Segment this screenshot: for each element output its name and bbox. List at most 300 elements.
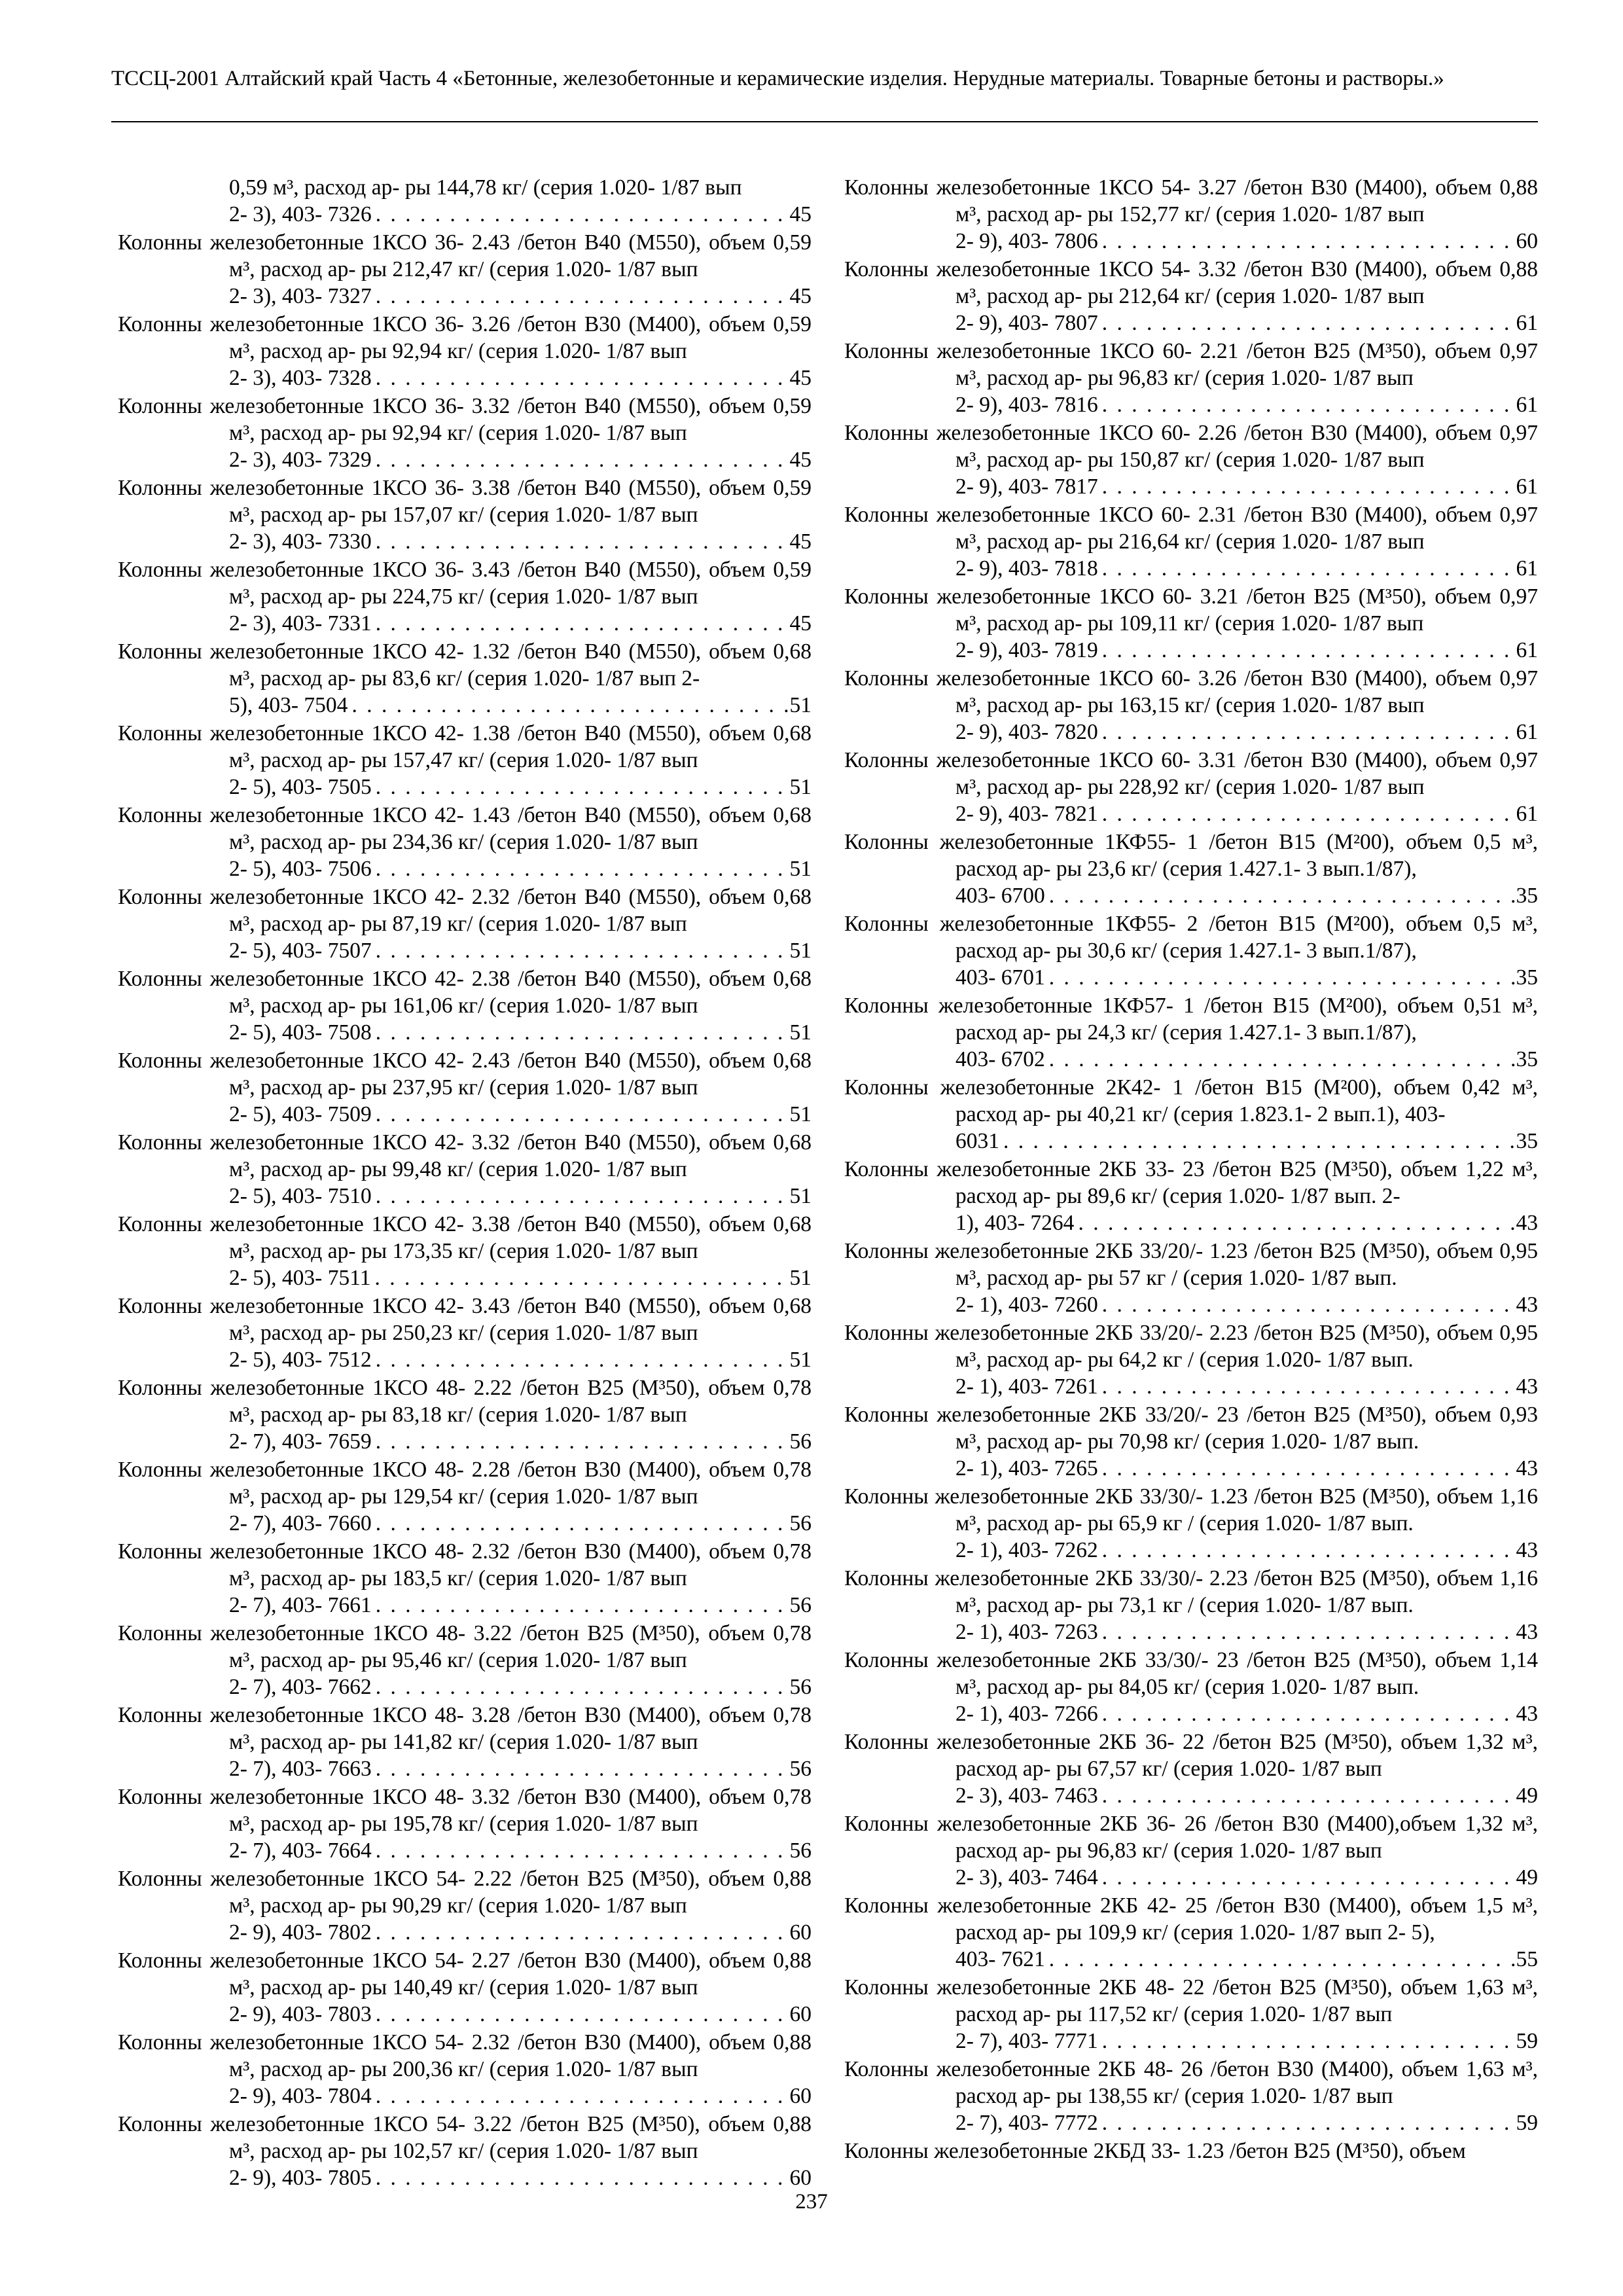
entry-page-number: 43	[1516, 1456, 1538, 1480]
dot-leader	[372, 1674, 790, 1700]
entry-description: Колонны железобетонные 1КСО 48- 3.32 /бетон В30 (М400), объем 0,78 м³, расход ар- ры 195,78 кг/ (серия 1.020- 1/87 вып	[118, 1785, 812, 1836]
index-entry	[118, 1047, 812, 1128]
index-entry	[844, 256, 1538, 336]
entry-reference-line	[118, 1183, 812, 1210]
dot-leader	[370, 1265, 789, 1291]
entry-page-number: 49	[1516, 1784, 1538, 1808]
entry-reference: 2- 9), 403- 7817	[955, 475, 1098, 499]
dot-leader	[1098, 1291, 1516, 1318]
index-entry	[118, 720, 812, 800]
dot-leader	[1098, 391, 1516, 418]
entry-description: Колонны железобетонные 1КСО 48- 2.22 /бетон В25 (М³50), объем 0,78 м³, расход ар- ры 83,18 кг/ (серия 1.020- 1/87 вып	[118, 1376, 812, 1427]
entry-description: Колонны железобетонные 2КБД 33- 1.23 /бетон В25 (М³50), объем	[844, 2139, 1466, 2163]
dot-leader	[1098, 1864, 1516, 1891]
entry-page-number: 61	[1516, 475, 1538, 499]
dot-leader	[372, 1592, 790, 1619]
index-entry	[844, 583, 1538, 664]
entry-page-number: 51	[789, 857, 812, 881]
entry-description: 0,59 м³, расход ар- ры 144,78 кг/ (серия 1.020- 1/87 вып	[229, 175, 742, 200]
entry-description: Колонны железобетонные 1КСО 54- 2.32 /бетон В30 (М400), объем 0,88 м³, расход ар- ры 200,36 кг/ (серия 1.020- 1/87 вып	[118, 2030, 812, 2081]
index-entry	[844, 1974, 1538, 2054]
entry-description: Колонны железобетонные 1КСО 48- 2.28 /бетон В30 (М400), объем 0,78 м³, расход ар- ры 129,54 кг/ (серия 1.020- 1/87 вып	[118, 1458, 812, 1509]
index-entry	[118, 556, 812, 637]
entry-reference-line	[118, 855, 812, 882]
entry-reference-line	[118, 937, 812, 964]
entry-description: Колонны железобетонные 1КСО 42- 3.32 /бетон В40 (М550), объем 0,68 м³, расход ар- ры 99,48 кг/ (серия 1.020- 1/87 вып	[118, 1130, 812, 1181]
entry-page-number: 61	[1516, 638, 1538, 662]
dot-leader	[372, 446, 790, 473]
index-column-right	[844, 174, 1538, 2166]
entry-page-number: 45	[789, 448, 812, 472]
entry-reference-line	[844, 228, 1538, 255]
entry-page-number: 51	[789, 1020, 812, 1045]
entry-description: Колонны железобетонные 1КСО 60- 3.31 /бетон В30 (М400), объем 0,97 м³, расход ар- ры 228,92 кг/ (серия 1.020- 1/87 вып	[844, 748, 1538, 799]
dot-leader	[372, 1510, 790, 1537]
entry-page-number: 43	[1516, 1702, 1538, 1726]
entry-reference-line	[844, 1128, 1538, 1155]
entry-description: Колонны железобетонные 1КСО 42- 3.43 /бетон В40 (М550), объем 0,68 м³, расход ар- ры 250,23 кг/ (серия 1.020- 1/87 вып	[118, 1294, 812, 1345]
dot-leader	[999, 1128, 1516, 1155]
entry-reference: 2- 7), 403- 7660	[229, 1511, 372, 1535]
entry-page-number: 56	[789, 1511, 812, 1535]
entry-page-number: 61	[1516, 311, 1538, 335]
entry-page-number: 56	[789, 1593, 812, 1617]
entry-description: Колонны железобетонные 1КСО 54- 2.22 /бетон В25 (М³50), объем 0,88 м³, расход ар- ры 90,29 кг/ (серия 1.020- 1/87 вып	[118, 1867, 812, 1918]
dot-leader	[372, 1346, 790, 1373]
entry-description: Колонны железобетонные 1КСО 54- 3.32 /бетон В30 (М400), объем 0,88 м³, расход ар- ры 212,64 кг/ (серия 1.020- 1/87 вып	[844, 257, 1538, 308]
entry-page-number: 61	[1516, 556, 1538, 581]
dot-leader	[1098, 1455, 1516, 1482]
entry-reference-line	[844, 2028, 1538, 2054]
entry-description: Колонны железобетонные 2КБ 33/20/- 2.23 /бетон В25 (М³50), объем 0,95 м³, расход ар- ры 64,2 кг / (серия 1.020- 1/87 вып.	[844, 1321, 1538, 1372]
index-entry	[844, 501, 1538, 582]
entry-page-number: 61	[1516, 802, 1538, 826]
entry-reference-line	[118, 1510, 812, 1537]
index-entry	[844, 420, 1538, 500]
entry-description: Колонны железобетонные 1КСО 36- 3.43 /бетон В40 (М550), объем 0,59 м³, расход ар- ры 224,75 кг/ (серия 1.020- 1/87 вып	[118, 558, 812, 609]
entry-reference-line	[844, 800, 1538, 827]
dot-leader	[1098, 555, 1516, 582]
dot-leader	[372, 1183, 790, 1210]
entry-reference: 2- 1), 403- 7262	[955, 1538, 1098, 1562]
entry-reference-line	[844, 1046, 1538, 1073]
entry-reference-line	[118, 201, 812, 228]
entry-reference: 2- 3), 403- 7464	[955, 1865, 1098, 1890]
entry-reference: 403- 7621	[955, 1947, 1045, 1971]
dot-leader	[1045, 1046, 1516, 1073]
entry-description: Колонны железобетонные 1КСО 36- 3.26 /бетон В30 (М400), объем 0,59 м³, расход ар- ры 92,94 кг/ (серия 1.020- 1/87 вып	[118, 312, 812, 363]
entry-description: Колонны железобетонные 2КБ 42- 25 /бетон В30 (М400), объем 1,5 м³, расход ар- ры 109,9 кг/ (серия 1.020- 1/87 вып 2- 5),	[844, 1893, 1538, 1945]
entry-reference: 403- 6700	[955, 884, 1045, 908]
entry-reference-line	[844, 1291, 1538, 1318]
index-entry	[118, 1538, 812, 1619]
entry-page-number: 45	[789, 366, 812, 390]
entry-reference-line	[118, 774, 812, 800]
entry-reference-line	[118, 1674, 812, 1700]
entry-reference-line	[118, 1101, 812, 1128]
dot-leader	[372, 1755, 790, 1782]
entry-page-number: 43	[1516, 1538, 1538, 1562]
dot-leader	[1098, 800, 1516, 827]
entry-page-number: 51	[789, 1266, 812, 1290]
entry-reference: 2- 1), 403- 7263	[955, 1620, 1098, 1644]
entry-reference: 2- 3), 403- 7330	[229, 529, 372, 554]
entry-reference: 2- 1), 403- 7266	[955, 1702, 1098, 1726]
entry-reference-line	[118, 2001, 812, 2028]
entry-page-number: 35	[1516, 965, 1538, 990]
entry-reference: 2- 3), 403- 7328	[229, 366, 372, 390]
entry-reference: 2- 3), 403- 7327	[229, 284, 372, 308]
entry-description: Колонны железобетонные 2КБ 33- 23 /бетон В25 (М³50), объем 1,22 м³, расход ар- ры 89,6 кг/ (серия 1.020- 1/87 вып. 2-	[844, 1157, 1538, 1208]
dot-leader	[1098, 1619, 1516, 1645]
entry-reference: 2- 9), 403- 7803	[229, 2002, 372, 2026]
index-entry	[844, 1319, 1538, 1400]
entry-reference: 2- 9), 403- 7819	[955, 638, 1098, 662]
entry-description: Колонны железобетонные 1КСО 42- 2.38 /бетон В40 (М550), объем 0,68 м³, расход ар- ры 161,06 кг/ (серия 1.020- 1/87 вып	[118, 967, 812, 1018]
entry-page-number: 59	[1516, 2029, 1538, 2053]
entry-description: Колонны железобетонные 1КСО 60- 2.21 /бетон В25 (М³50), объем 0,97 м³, расход ар- ры 96,83 кг/ (серия 1.020- 1/87 вып	[844, 339, 1538, 390]
entry-description: Колонны железобетонные 1КСО 36- 2.43 /бетон В40 (М550), объем 0,59 м³, расход ар- ры 212,47 кг/ (серия 1.020- 1/87 вып	[118, 230, 812, 281]
entry-page-number: 43	[1516, 1211, 1538, 1235]
entry-reference: 2- 7), 403- 7662	[229, 1675, 372, 1699]
entry-reference: 403- 6702	[955, 1047, 1045, 1071]
entry-description: Колонны железобетонные 1КСО 42- 3.38 /бетон В40 (М550), объем 0,68 м³, расход ар- ры 173,35 кг/ (серия 1.020- 1/87 вып	[118, 1212, 812, 1263]
entry-reference: 2- 9), 403- 7804	[229, 2084, 372, 2108]
entry-reference: 2- 5), 403- 7511	[229, 1266, 371, 1290]
entry-reference-line	[844, 1864, 1538, 1891]
entry-description: Колонны железобетонные 1КСО 42- 1.32 /бетон В40 (М550), объем 0,68 м³, расход ар- ры 83,6 кг/ (серия 1.020- 1/87 вып 2-	[118, 639, 812, 691]
entry-reference-line	[844, 1700, 1538, 1727]
entry-reference-line	[118, 692, 812, 719]
entry-reference: 2- 9), 403- 7820	[955, 720, 1098, 744]
dot-leader	[372, 1919, 790, 1946]
entry-page-number: 43	[1516, 1293, 1538, 1317]
entry-page-number: 35	[1516, 1129, 1538, 1153]
dot-leader	[372, 1428, 790, 1455]
entry-page-number: 55	[1516, 1947, 1538, 1971]
index-entry	[118, 802, 812, 882]
entry-description: Колонны железобетонные 2КБ 33/20/- 23 /бетон В25 (М³50), объем 0,93 м³, расход ар- ры 70,98 кг/ (серия 1.020- 1/87 вып.	[844, 1403, 1538, 1454]
entry-page-number: 51	[789, 775, 812, 799]
dot-leader	[372, 365, 790, 391]
entry-reference: 2- 1), 403- 7260	[955, 1293, 1098, 1317]
entry-reference-line	[118, 610, 812, 637]
entry-reference: 2- 9), 403- 7805	[229, 2166, 372, 2190]
entry-reference-line	[844, 882, 1538, 909]
entry-reference-line	[118, 1428, 812, 1455]
entry-reference-line	[118, 1755, 812, 1782]
dot-leader	[1045, 1946, 1516, 1973]
entry-description: Колонны железобетонные 1КСО 42- 2.43 /бетон В40 (М550), объем 0,68 м³, расход ар- ры 237,95 кг/ (серия 1.020- 1/87 вып	[118, 1049, 812, 1100]
dot-leader	[1098, 1782, 1516, 1809]
entry-description: Колонны железобетонные 1КСО 48- 3.28 /бетон В30 (М400), объем 0,78 м³, расход ар- ры 141,82 кг/ (серия 1.020- 1/87 вып	[118, 1703, 812, 1754]
dot-leader	[1098, 2109, 1516, 2136]
entry-reference-line	[844, 719, 1538, 745]
entry-reference-line	[844, 637, 1538, 664]
dot-leader	[372, 937, 790, 964]
entry-reference-line	[118, 1019, 812, 1046]
entry-reference: 2- 7), 403- 7661	[229, 1593, 372, 1617]
index-entry	[844, 992, 1538, 1073]
entry-reference: 2- 7), 403- 7771	[955, 2029, 1098, 2053]
entry-page-number: 56	[789, 1839, 812, 1863]
index-entry	[844, 1074, 1538, 1155]
entry-description: Колонны железобетонные 2КБ 36- 26 /бетон В30 (М400),объем 1,32 м³, расход ар- ры 96,83 кг/ (серия 1.020- 1/87 вып	[844, 1812, 1538, 1863]
entry-description: Колонны железобетонные 1КСО 48- 2.32 /бетон В30 (М400), объем 0,78 м³, расход ар- ры 183,5 кг/ (серия 1.020- 1/87 вып	[118, 1539, 812, 1590]
index-entry	[118, 1784, 812, 1864]
index-entry	[844, 1647, 1538, 1727]
index-entry	[844, 2138, 1538, 2164]
dot-leader	[372, 610, 790, 637]
entry-reference: 2- 9), 403- 7821	[955, 802, 1098, 826]
entry-reference-line	[844, 964, 1538, 991]
entry-page-number: 61	[1516, 393, 1538, 417]
entry-reference: 1), 403- 7264	[955, 1211, 1075, 1235]
index-column-left	[118, 174, 812, 2193]
index-entry	[118, 1702, 812, 1782]
entry-reference: 403- 6701	[955, 965, 1045, 990]
entry-reference: 2- 3), 403- 7326	[229, 202, 372, 226]
entry-page-number: 51	[789, 1348, 812, 1372]
index-entry	[844, 338, 1538, 418]
index-entry	[118, 2029, 812, 2109]
entry-description: Колонны железобетонные 1КСО 60- 3.21 /бетон В25 (М³50), объем 0,97 м³, расход ар- ры 109,11 кг/ (серия 1.020- 1/87 вып	[844, 584, 1538, 636]
entry-reference-line	[118, 1346, 812, 1373]
entry-description: Колонны железобетонные 2КБ 36- 22 /бетон В25 (М³50), объем 1,32 м³, расход ар- ры 67,57 кг/ (серия 1.020- 1/87 вып	[844, 1730, 1538, 1781]
entry-description: Колонны железобетонные 1КФ55- 1 /бетон В15 (М²00), объем 0,5 м³, расход ар- ры 23,6 кг/ (серия 1.427.1- 3 вып.1/87),	[844, 830, 1538, 881]
entry-reference: 2- 5), 403- 7507	[229, 939, 372, 963]
entry-reference-line	[118, 283, 812, 310]
entry-reference: 2- 3), 403- 7463	[955, 1784, 1098, 1808]
dot-leader	[372, 1019, 790, 1046]
dot-leader	[372, 1101, 790, 1128]
entry-description: Колонны железобетонные 1КСО 54- 2.27 /бетон В30 (М400), объем 0,88 м³, расход ар- ры 140,49 кг/ (серия 1.020- 1/87 вып	[118, 1948, 812, 2000]
index-entry	[118, 1456, 812, 1537]
entry-description: Колонны железобетонные 1КСО 36- 3.32 /бетон В40 (М550), объем 0,59 м³, расход ар- ры 92,94 кг/ (серия 1.020- 1/87 вып	[118, 394, 812, 445]
entry-description: Колонны железобетонные 1КСО 42- 2.32 /бетон В40 (М550), объем 0,68 м³, расход ар- ры 87,19 кг/ (серия 1.020- 1/87 вып	[118, 885, 812, 936]
dot-leader	[1098, 1700, 1516, 1727]
entry-description: Колонны железобетонные 1КФ55- 2 /бетон В15 (М²00), объем 0,5 м³, расход ар- ры 30,6 кг/ (серия 1.427.1- 3 вып.1/87),	[844, 912, 1538, 963]
entry-reference: 2- 7), 403- 7664	[229, 1839, 372, 1863]
entry-reference-line	[844, 1373, 1538, 1400]
entry-page-number: 51	[789, 939, 812, 963]
entry-page-number: 60	[1516, 229, 1538, 253]
entry-reference-line	[118, 1265, 812, 1291]
entry-description: Колонны железобетонные 1КСО 54- 3.22 /бетон В25 (М³50), объем 0,88 м³, расход ар- ры 102,57 кг/ (серия 1.020- 1/87 вып	[118, 2112, 812, 2163]
entry-description: Колонны железобетонные 1КСО 42- 1.38 /бетон В40 (М550), объем 0,68 м³, расход ар- ры 157,47 кг/ (серия 1.020- 1/87 вып	[118, 721, 812, 772]
index-entry	[844, 1565, 1538, 1645]
dot-leader	[372, 774, 790, 800]
entry-reference-line	[844, 1946, 1538, 1973]
index-entry	[118, 884, 812, 964]
entry-reference-line	[118, 2083, 812, 2109]
entry-reference: 2- 3), 403- 7331	[229, 611, 372, 636]
entry-description: Колонны железобетонные 1КСО 60- 2.26 /бетон В30 (М400), объем 0,97 м³, расход ар- ры 150,87 кг/ (серия 1.020- 1/87 вып	[844, 421, 1538, 472]
entry-reference: 2- 9), 403- 7818	[955, 556, 1098, 581]
entry-page-number: 51	[789, 1102, 812, 1126]
dot-leader	[1098, 473, 1516, 500]
entry-page-number: 60	[789, 2166, 812, 2190]
index-entry	[118, 174, 812, 228]
entry-reference-line	[118, 1592, 812, 1619]
entry-description: Колонны железобетонные 1КСО 36- 3.38 /бетон В40 (М550), объем 0,59 м³, расход ар- ры 157,07 кг/ (серия 1.020- 1/87 вып	[118, 476, 812, 527]
dot-leader	[372, 2164, 790, 2191]
entry-reference-line	[844, 1782, 1538, 1809]
index-entry	[118, 1129, 812, 1210]
index-entry	[118, 2111, 812, 2191]
index-entry	[118, 393, 812, 473]
index-entry	[118, 1865, 812, 1946]
entry-reference-line	[118, 528, 812, 555]
index-entry	[118, 1947, 812, 2028]
entry-reference-line	[844, 310, 1538, 336]
dot-leader	[1045, 964, 1516, 991]
entry-reference: 6031	[955, 1129, 999, 1153]
entry-reference: 2- 7), 403- 7772	[955, 2111, 1098, 2135]
page-number: 237	[795, 2190, 828, 2214]
page-header: ТССЦ-2001 Алтайский край Часть 4 «Бетонные, железобетонные и керамические изделия. Нерудные материалы. Товарные бетоны и растворы.»	[111, 67, 1444, 90]
index-entry	[844, 1729, 1538, 1809]
dot-leader	[372, 201, 790, 228]
dot-leader	[1045, 882, 1516, 909]
entry-page-number: 61	[1516, 720, 1538, 744]
entry-reference-line	[118, 446, 812, 473]
dot-leader	[1074, 1210, 1516, 1236]
index-entry	[844, 1892, 1538, 1973]
dot-leader	[1098, 1537, 1516, 1564]
dot-leader	[372, 1837, 790, 1864]
index-entry	[118, 311, 812, 391]
entry-page-number: 60	[789, 2002, 812, 2026]
entry-description: Колонны железобетонные 2КБ 48- 22 /бетон В25 (М³50), объем 1,63 м³, расход ар- ры 117,52 кг/ (серия 1.020- 1/87 вып	[844, 1975, 1538, 2026]
entry-reference-line	[844, 1537, 1538, 1564]
entry-reference: 2- 1), 403- 7265	[955, 1456, 1098, 1480]
entry-reference: 2- 7), 403- 7663	[229, 1757, 372, 1781]
index-entry	[118, 1211, 812, 1291]
dot-leader	[1098, 228, 1516, 255]
entry-description: Колонны железобетонные 2К42- 1 /бетон В15 (М²00), объем 0,42 м³, расход ар- ры 40,21 кг/ (серия 1.823.1- 2 вып.1), 403-	[844, 1075, 1538, 1126]
entry-reference-line	[844, 2109, 1538, 2136]
entry-page-number: 56	[789, 1429, 812, 1454]
entry-reference-line	[844, 1455, 1538, 1482]
entry-description: Колонны железобетонные 2КБ 33/20/- 1.23 /бетон В25 (М³50), объем 0,95 м³, расход ар- ры 57 кг / (серия 1.020- 1/87 вып.	[844, 1239, 1538, 1290]
entry-reference: 2- 7), 403- 7659	[229, 1429, 372, 1454]
entry-page-number: 45	[789, 202, 812, 226]
entry-page-number: 56	[789, 1757, 812, 1781]
entry-reference-line	[844, 555, 1538, 582]
entry-reference: 2- 5), 403- 7508	[229, 1020, 372, 1045]
index-entry	[844, 2056, 1538, 2136]
entry-reference: 2- 5), 403- 7512	[229, 1348, 372, 1372]
index-entry	[118, 475, 812, 555]
index-entry	[844, 1401, 1538, 1482]
entry-page-number: 43	[1516, 1620, 1538, 1644]
entry-description: Колонны железобетонные 1КФ57- 1 /бетон В15 (М²00), объем 0,51 м³, расход ар- ры 24,3 кг/ (серия 1.427.1- 3 вып.1/87),	[844, 994, 1538, 1045]
index-entry	[118, 1620, 812, 1700]
entry-reference-line	[118, 1837, 812, 1864]
entry-reference-line	[844, 473, 1538, 500]
dot-leader	[1098, 310, 1516, 336]
index-entry	[844, 747, 1538, 827]
entry-reference: 2- 3), 403- 7329	[229, 448, 372, 472]
dot-leader	[1098, 637, 1516, 664]
entry-reference: 2- 9), 403- 7807	[955, 311, 1098, 335]
index-entry	[118, 638, 812, 719]
index-entry	[844, 665, 1538, 745]
index-entry	[844, 1810, 1538, 1891]
entry-reference-line	[118, 365, 812, 391]
entry-page-number: 45	[789, 611, 812, 636]
index-entry	[118, 229, 812, 310]
index-entry	[118, 965, 812, 1046]
entry-reference-line	[118, 2164, 812, 2191]
index-entry	[118, 1293, 812, 1373]
entry-description: Колонны железобетонные 1КСО 42- 1.43 /бетон В40 (М550), объем 0,68 м³, расход ар- ры 234,36 кг/ (серия 1.020- 1/87 вып	[118, 803, 812, 854]
dot-leader	[372, 2083, 790, 2109]
entry-reference-line	[844, 391, 1538, 418]
entry-reference: 2- 9), 403- 7802	[229, 1920, 372, 1945]
entry-reference-line	[118, 1919, 812, 1946]
entry-reference: 2- 5), 403- 7505	[229, 775, 372, 799]
entry-description: Колонны железобетонные 1КСО 60- 2.31 /бетон В30 (М400), объем 0,97 м³, расход ар- ры 216,64 кг/ (серия 1.020- 1/87 вып	[844, 503, 1538, 554]
entry-reference: 2- 5), 403- 7509	[229, 1102, 372, 1126]
entry-description: Колонны железобетонные 2КБ 33/30/- 23 /бетон В25 (М³50), объем 1,14 м³, расход ар- ры 84,05 кг/ (серия 1.020- 1/87 вып.	[844, 1648, 1538, 1699]
entry-page-number: 60	[789, 1920, 812, 1945]
entry-page-number: 56	[789, 1675, 812, 1699]
entry-reference: 2- 9), 403- 7806	[955, 229, 1098, 253]
header-divider	[111, 121, 1538, 122]
entry-page-number: 45	[789, 284, 812, 308]
dot-leader	[348, 692, 789, 719]
entry-reference-line	[844, 1210, 1538, 1236]
entry-reference-line	[844, 1619, 1538, 1645]
dot-leader	[1098, 2028, 1516, 2054]
index-entry	[844, 829, 1538, 909]
entry-description: Колонны железобетонные 1КСО 48- 3.22 /бетон В25 (М³50), объем 0,78 м³, расход ар- ры 95,46 кг/ (серия 1.020- 1/87 вып	[118, 1621, 812, 1672]
index-entry	[844, 174, 1538, 255]
entry-page-number: 59	[1516, 2111, 1538, 2135]
index-entry	[844, 1156, 1538, 1236]
entry-description: Колонны железобетонные 2КБ 48- 26 /бетон В30 (М400), объем 1,63 м³, расход ар- ры 138,55 кг/ (серия 1.020- 1/87 вып	[844, 2057, 1538, 2108]
entry-page-number: 43	[1516, 1374, 1538, 1399]
entry-description: Колонны железобетонные 2КБ 33/30/- 2.23 /бетон В25 (М³50), объем 1,16 м³, расход ар- ры 73,1 кг / (серия 1.020- 1/87 вып.	[844, 1566, 1538, 1617]
entry-page-number: 45	[789, 529, 812, 554]
index-entry	[844, 1483, 1538, 1564]
entry-page-number: 60	[789, 2084, 812, 2108]
entry-reference: 2- 5), 403- 7510	[229, 1184, 372, 1208]
dot-leader	[1098, 1373, 1516, 1400]
entry-reference: 2- 5), 403- 7506	[229, 857, 372, 881]
entry-page-number: 51	[789, 693, 812, 717]
entry-reference: 2- 1), 403- 7261	[955, 1374, 1098, 1399]
dot-leader	[372, 855, 790, 882]
entry-description: Колонны железобетонные 1КСО 54- 3.27 /бетон В30 (М400), объем 0,88 м³, расход ар- ры 152,77 кг/ (серия 1.020- 1/87 вып	[844, 175, 1538, 226]
entry-reference: 2- 9), 403- 7816	[955, 393, 1098, 417]
dot-leader	[372, 528, 790, 555]
entry-description: Колонны железобетонные 1КСО 60- 3.26 /бетон В30 (М400), объем 0,97 м³, расход ар- ры 163,15 кг/ (серия 1.020- 1/87 вып	[844, 666, 1538, 717]
entry-description: Колонны железобетонные 2КБ 33/30/- 1.23 /бетон В25 (М³50), объем 1,16 м³, расход ар- ры 65,9 кг / (серия 1.020- 1/87 вып.	[844, 1484, 1538, 1535]
entry-page-number: 51	[789, 1184, 812, 1208]
dot-leader	[372, 2001, 790, 2028]
entry-reference: 5), 403- 7504	[229, 693, 348, 717]
entry-page-number: 35	[1516, 1047, 1538, 1071]
dot-leader	[1098, 719, 1516, 745]
entry-page-number: 35	[1516, 884, 1538, 908]
index-entry	[844, 1238, 1538, 1318]
index-entry	[844, 910, 1538, 991]
dot-leader	[372, 283, 790, 310]
entry-page-number: 49	[1516, 1865, 1538, 1890]
